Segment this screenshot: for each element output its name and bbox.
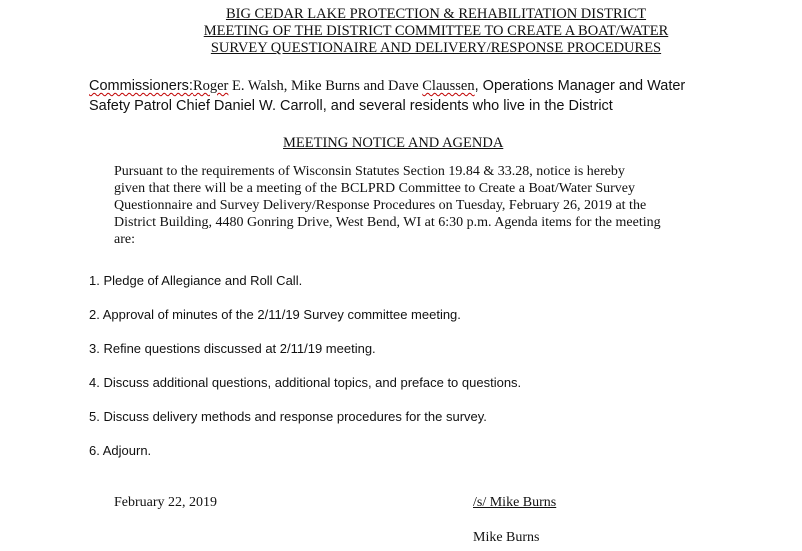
notice-heading: MEETING NOTICE AND AGENDA bbox=[283, 135, 504, 151]
meeting-subtitle: SURVEY QUESTIONAIRE AND DELIVERY/RESPONSE PROCEDURES bbox=[210, 40, 662, 56]
agenda-item: 4. Discuss additional questions, additional topics, and preface to questions. bbox=[89, 375, 522, 390]
meeting-title: MEETING OF THE DISTRICT COMMITTEE TO CREATE A BOAT/WATER bbox=[203, 23, 669, 39]
attendees-line-2: Safety Patrol Chief Daniel W. Carroll, and several residents who live in the District bbox=[89, 98, 613, 114]
agenda-item: 5. Discuss delivery methods and response procedures for the survey. bbox=[89, 409, 487, 424]
intro-line: District Building, 4480 Gonring Drive, West Bend, WI at 6:30 p.m. Agenda items for the meeting bbox=[114, 215, 661, 230]
signer-name: Mike Burns bbox=[473, 530, 540, 545]
commissioner-first-name: Roger bbox=[192, 78, 229, 94]
agenda-item: 2. Approval of minutes of the 2/11/19 Survey committee meeting. bbox=[89, 307, 461, 322]
attendees-line-1 bbox=[89, 78, 685, 95]
commissioner-names: E. Walsh, Mike Burns and Dave bbox=[228, 78, 423, 94]
operations-manager-text: , Operations Manager and Water bbox=[474, 78, 686, 94]
commissioners-label: Commissioners: bbox=[89, 78, 193, 94]
agenda-item: 3. Refine questions discussed at 2/11/19 meeting. bbox=[89, 341, 376, 356]
commissioner-last-name: Claussen bbox=[422, 78, 475, 94]
notice-date: February 22, 2019 bbox=[114, 495, 218, 510]
intro-line: Questionnaire and Survey Delivery/Response Procedures on Tuesday, February 26, 2019 at the bbox=[114, 198, 647, 213]
district-title: BIG CEDAR LAKE PROTECTION & REHABILITATION DISTRICT bbox=[225, 6, 647, 22]
agenda-item: 1. Pledge of Allegiance and Roll Call. bbox=[89, 273, 303, 288]
agenda-item: 6. Adjourn. bbox=[89, 443, 152, 458]
intro-line: are: bbox=[114, 232, 135, 247]
intro-line: Pursuant to the requirements of Wisconsin Statutes Section 19.84 & 33.28, notice is hereby bbox=[114, 164, 625, 179]
signature-line: /s/ Mike Burns bbox=[473, 495, 557, 510]
intro-line: given that there will be a meeting of the BCLPRD Committee to Create a Boat/Water Survey bbox=[114, 181, 636, 196]
